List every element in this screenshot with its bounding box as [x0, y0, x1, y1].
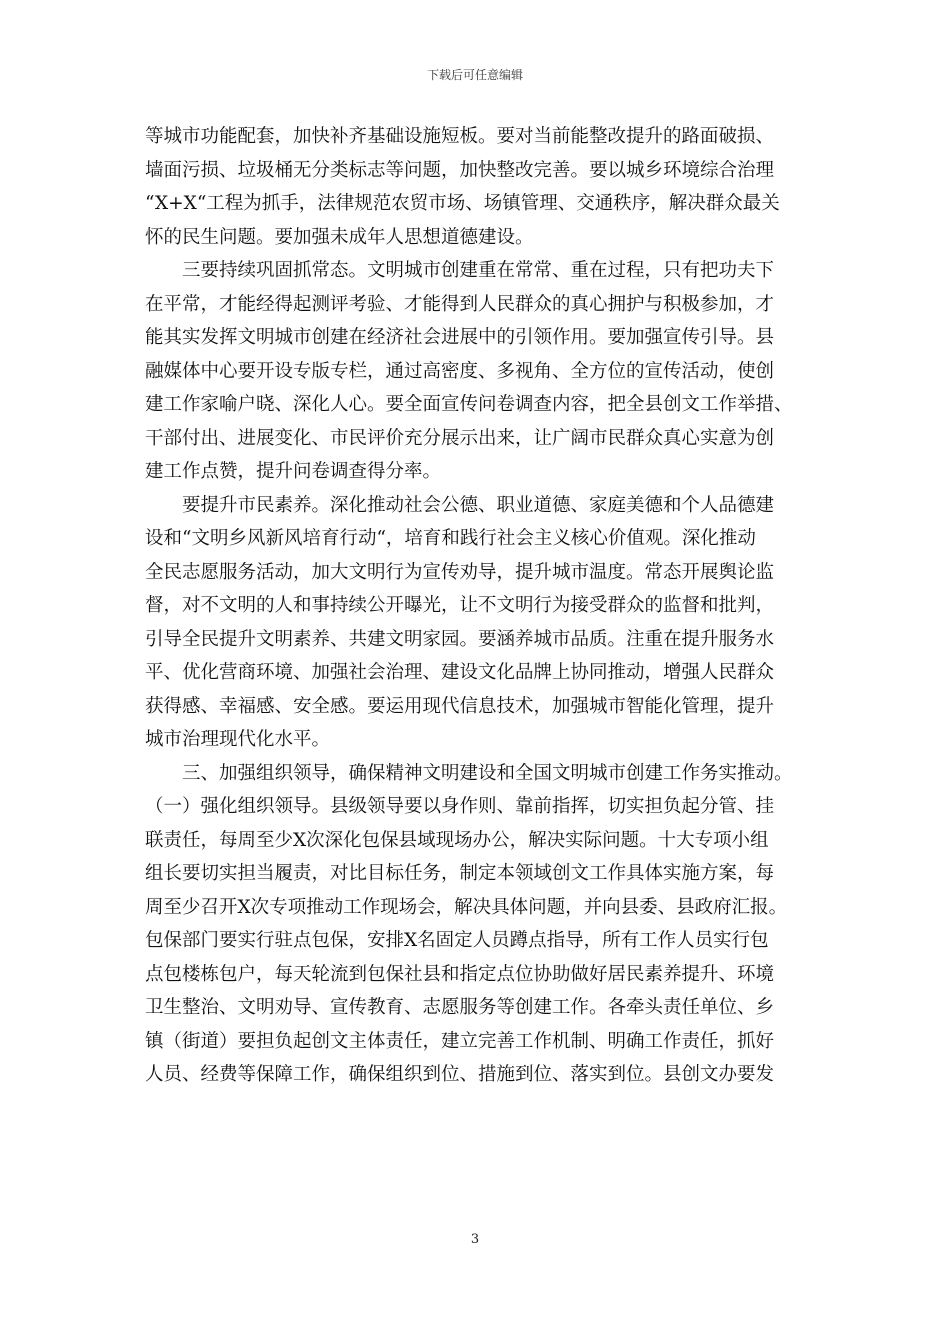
text-line: 引导全民提升文明素养、共建文明家园。要涵养城市品质。注重在提升服务水	[145, 628, 775, 650]
paragraph	[145, 489, 810, 757]
text-line: 联责任，每周至少X次深化包保县域现场办公，解决实际问题。十大专项小组	[145, 829, 769, 851]
page-number: 3	[470, 1232, 480, 1247]
text-line: “X+X“工程为抓手，法律规范农贸市场、场镇管理、交通秩序，解决群众最关	[145, 193, 780, 214]
text-line: 三要持续巩固抓常态。文明城市创建重在常常、重在过程，只有把功夫下	[182, 260, 775, 281]
text-line: 要提升市民素养。深化推动社会公德、职业道德、家庭美德和个人品德建	[182, 494, 775, 516]
text-line: 平、优化营商环境、加强社会治理、建设文化品牌上协同推动，增强人民群众	[145, 662, 775, 683]
text-line: 设和“文明乡风新风培育行动“，培育和践行社会主义核心价值观。深化推动	[145, 528, 756, 549]
text-line: 建工作家喻户晓、深化人心。要全面宣传问卷调查内容，把全县创文工作举措、	[145, 394, 793, 415]
paragraph	[145, 254, 810, 489]
paragraph	[145, 120, 810, 254]
text-line: 包保部门要实行驻点包保，安排X名固定人员蹲点指导，所有工作人员实行包	[145, 930, 769, 951]
text-line: 卫生整治、文明劝导、宣传教育、志愿服务等创建工作。各牵头责任单位、乡	[145, 997, 775, 1018]
text-line: 周至少召开X次专项推动工作现场会，解决具体问题，并向县委、县政府汇报。	[145, 896, 788, 918]
text-line: 人员、经费等保障工作，确保组织到位、措施到位、落实到位。县创文办要发	[145, 1064, 775, 1085]
text-line: 组长要切实担当履责，对比目标任务，制定本领域创文工作具体实施方案，每	[145, 863, 775, 884]
text-line: 等城市功能配套，加快补齐基础设施短板。要对当前能整改提升的路面破损、	[145, 126, 775, 147]
text-line: 墙面污损、垃圾桶无分类标志等问题，加快整改完善。要以城乡环境综合治理	[145, 159, 775, 181]
text-line: 镇（街道）要担负起创文主体责任，建立完善工作机制、明确工作责任，抓好	[145, 1030, 775, 1052]
text-line: （一）强化组织领导。县级领导要以身作则、靠前指挥，切实担负起分管、挂	[145, 796, 775, 817]
text-line: 全民志愿服务活动，加大文明行为宣传劝导，提升城市温度。常态开展舆论监	[145, 561, 775, 583]
text-line: 在平常，才能经得起测评考验、才能得到人民群众的真心拥护与积极参加，才	[145, 293, 775, 315]
text-line: 获得感、幸福感、安全感。要运用现代信息技术，加强城市智能化管理，提升	[145, 695, 775, 717]
page-header: 下载后可任意编辑	[426, 68, 523, 82]
body-text	[145, 120, 810, 1092]
text-line: 干部付出、进展变化、市民评价充分展示出来，让广阔市民群众真心实意为创	[145, 427, 775, 449]
text-line: 督，对不文明的人和事持续公开曝光，让不文明行为接受群众的监督和批判，	[145, 595, 775, 616]
text-line: 怀的民生问题。要加强未成年人思想道德建设。	[145, 226, 534, 248]
text-line: 点包楼栋包户，每天轮流到包保社县和指定点位协助做好居民素养提升、环境	[145, 963, 775, 985]
text-line: 城市治理现代化水平。	[145, 729, 331, 750]
section-heading: 三、加强组织领导，确保精神文明建设和全国文明城市创建工作务实推动。	[182, 762, 793, 784]
text-line: 融媒体中心要开设专版专栏，通过高密度、多视角、全方位的宣传活动，使创	[145, 360, 775, 382]
text-line: 建工作点赞，提升问卷调查得分率。	[145, 461, 442, 482]
text-line: 能其实发挥文明城市创建在经济社会进展中的引领作用。要加强宣传引导。县	[145, 327, 775, 348]
paragraph	[145, 757, 810, 1092]
